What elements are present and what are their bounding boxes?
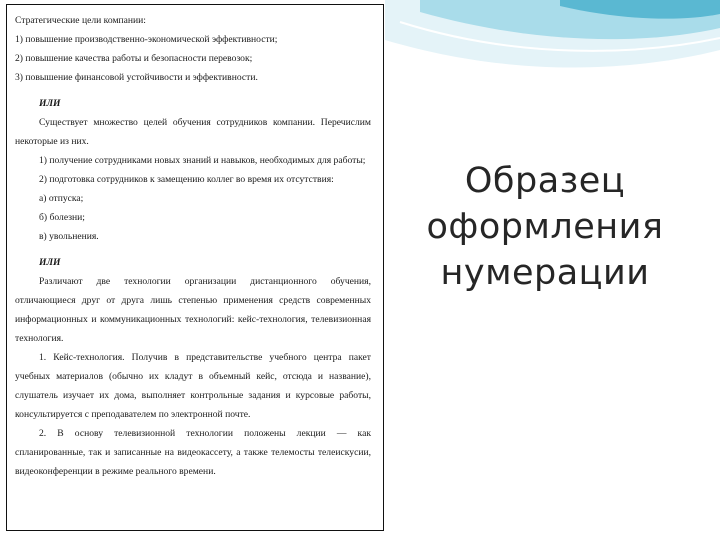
or-label: ИЛИ — [39, 257, 61, 268]
or-label: ИЛИ — [39, 98, 61, 109]
training-item-2: 2) подготовка сотрудников к замещению коллег во время их отсутствия: — [39, 174, 334, 185]
training-item-1: 1) получение сотрудниками новых знаний и навыков, необходимых для работы; — [39, 155, 366, 166]
goal-item-1: 1) повышение производственно-экономической эффективности; — [15, 34, 278, 45]
subitem-a: а) отпуска; — [39, 193, 84, 204]
technologies-intro: Различают две технологии организации дистанционного обучения, отличающиеся друг от друга лишь степенью применения средств современных информационных и коммуникационных технологий: кейс-технология, телевизионная технология. — [15, 276, 371, 344]
goal-item-2: 2) повышение качества работы и безопасности перевозок; — [15, 53, 253, 64]
technology-item-2: 2. В основу телевизионной технологии положены лекции — как спланированные, так и записанные на видеокассету, а также телемосты телеискусии, видеоконференции в режиме реального времени. — [15, 428, 371, 477]
subitem-b: б) болезни; — [39, 212, 85, 223]
document-text — [15, 11, 371, 481]
document-page — [6, 4, 384, 531]
document-heading: Стратегические цели компании: — [15, 15, 146, 26]
training-intro: Существует множество целей обучения сотрудников компании. Перечислим некоторые из них. — [15, 117, 371, 147]
technology-item-1: 1. Кейс-технология. Получив в представительстве учебного центра пакет учебных материалов (обычно их кладут в объемный кейс, отсюда и название), слушатель изучает их дома, выполняет контрольные задания и курсовые работы, консультируется с преподавателем по электронной почте. — [15, 352, 371, 420]
goal-item-3: 3) повышение финансовой устойчивости и эффективности. — [15, 72, 258, 83]
slide-title: Образец оформления нумерации — [426, 161, 664, 293]
subitem-c: в) увольнения. — [39, 231, 99, 242]
